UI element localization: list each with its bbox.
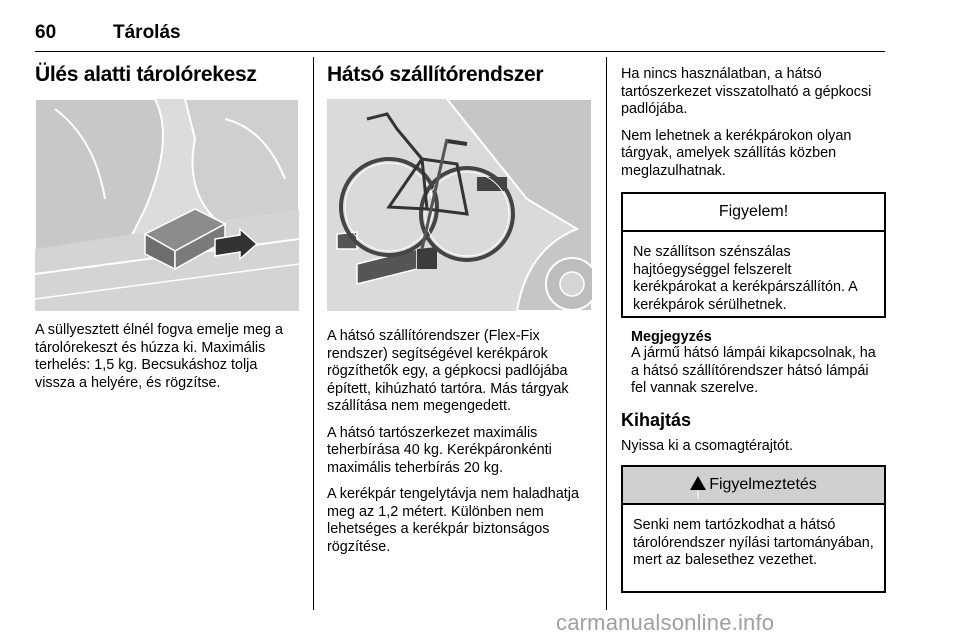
unfold-instruction: Nyissa ki a csomagtérajtót.: [621, 437, 793, 454]
carrier-paragraph-2: A hátsó tartószerkezet maximális teherbírása 40 kg. Kerékpáronkénti maximális teherbírás 20 kg.: [327, 424, 552, 476]
warning-triangle-icon: [690, 476, 706, 490]
note-text: A jármű hátsó lámpái kikapcsolnak, ha a hátsó szállítórendszer hátsó lámpái fel vannak szerelve.: [631, 345, 876, 396]
carrier-stow-paragraph: Ha nincs használatban, a hátsó tartószerkezet visszatolható a gépkocsi padlójába.: [621, 66, 872, 117]
warning-header: [623, 467, 884, 505]
note-block: [621, 329, 886, 398]
warning-title: Figyelmeztetés: [709, 476, 817, 493]
note-title: Megjegyzés: [631, 329, 712, 345]
rear-bike-carrier-illustration: [327, 99, 592, 311]
column-rear-carrier-cont: [621, 66, 886, 593]
carrier-paragraph-1: A hátsó szállítórendszer (Flex-Fix rendszer) segítségével kerékpárok rögzíthetők egy, a gépkocsi padlójába épített, kihúzható tartóra. Más tárgyak szállítása nem megengedett.: [327, 328, 569, 414]
caution-title: Figyelem!: [623, 194, 884, 232]
column-divider-2: [606, 57, 607, 610]
caution-text: Ne szállítson szénszálas hajtóegységgel felszerelt kerékpárokat a kerékpárszállítón. A kerékpárok sérülhetnek.: [633, 244, 857, 313]
header-rule: [35, 51, 885, 52]
caution-box: [621, 192, 886, 318]
carrier-paragraph-3: A kerékpár tengelytávja nem haladhatja meg az 1,2 métert. Különben nem lehetséges a kerékpár biztonságos rögzítése.: [327, 486, 579, 555]
subheading-unfold: Kihajtás: [621, 409, 692, 430]
warning-text: Senki nem tartózkodhat a hátsó tárolórendszer nyílási tartományában, mert az balesethez vezethet.: [633, 517, 874, 568]
column-divider-1: [313, 57, 314, 610]
page-header: [35, 22, 885, 50]
column-rear-carrier: [327, 60, 592, 556]
watermark: carmanualsonline.info: [556, 610, 775, 635]
carrier-loose-items-paragraph: Nem lehetnek a kerékpárokon olyan tárgyak, amelyek szállítás közben meglazulhatnak.: [621, 127, 852, 179]
page-number: 60: [35, 22, 57, 43]
warning-box: [621, 465, 886, 593]
chapter-title: Tárolás: [113, 22, 181, 43]
section-heading-rear-carrier: Hátsó szállítórendszer: [327, 63, 544, 86]
caution-body: [623, 232, 884, 322]
under-seat-instructions: A süllyesztett élnél fogva emelje meg a tárolórekeszt és húzza ki. Maximális terhelés: 1,5 kg. Becsukáshoz tolja vissza a helyére, és rögzítse.: [35, 322, 283, 391]
section-heading-under-seat: Ülés alatti tárolórekesz: [35, 63, 257, 86]
warning-body: [623, 505, 884, 578]
column-under-seat-storage: [35, 60, 299, 392]
under-seat-storage-illustration: [35, 99, 299, 311]
